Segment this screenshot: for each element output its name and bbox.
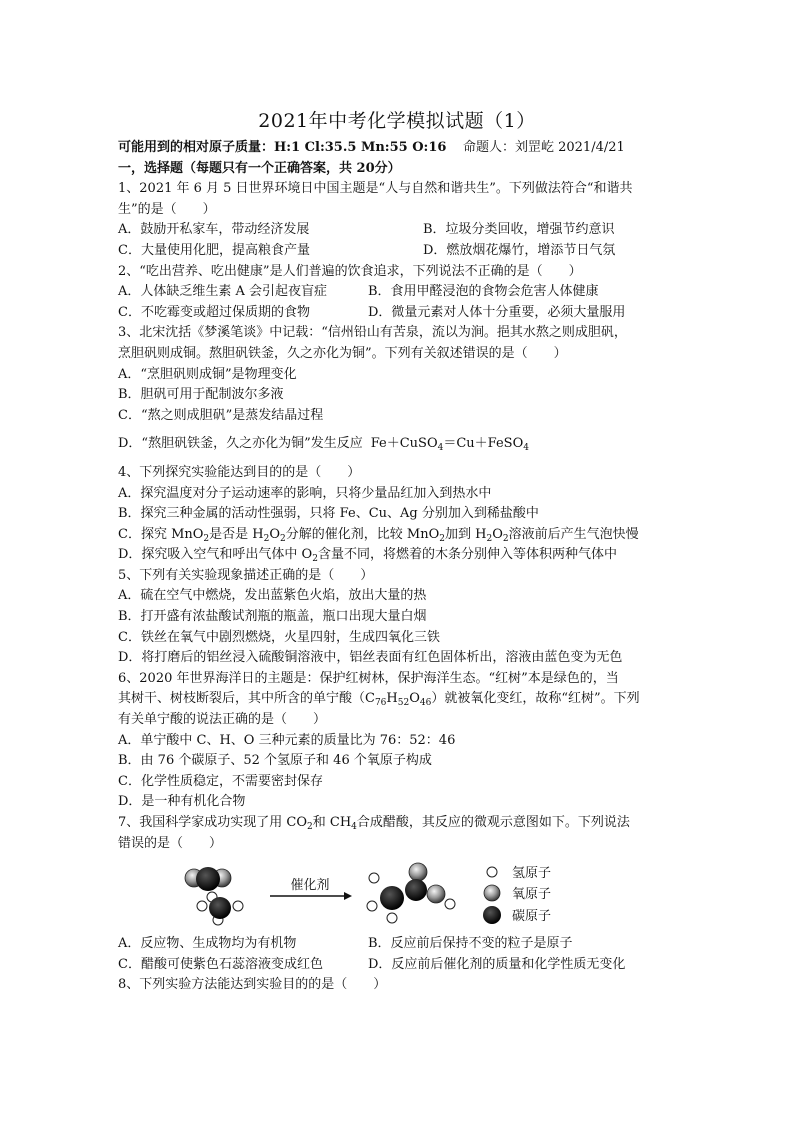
q3-stem-line1: 3、北宋沈括《梦溪笔谈》中记载：“信州铅山有苦泉，流以为涧。挹其水熬之则成胆矾， [118,325,627,341]
exam-content [118,138,678,996]
catalyst-label: 催化剂 [290,878,330,894]
q3-option-d [118,434,678,455]
sub: 52 [397,698,410,709]
eq-part: ＝Cu＋FeSO [443,436,524,452]
oxygen-atom [427,885,445,903]
sub: 2 [263,533,270,544]
author: 命题人：刘罡屹 [462,140,554,155]
hydrogen-atom [387,913,397,923]
q3-stem-line2: 烹胆矾则成铜。熬胆矾铁釜，久之亦化为铜”。下列有关叙述错误的是（ ） [118,345,567,361]
text-part: 其树干、树枝断裂后，其中所含的单宁酸（C [118,691,375,707]
ch4-molecule [197,892,243,925]
text-part: H [386,691,398,707]
q6-stem-line1: 6、2020 年世界海洋日的主题是：保护红树林，保护海洋生态。“红树”本是绿色的，当 [118,670,619,686]
date: 2021/4/21 [558,140,625,155]
q2-option-b: B．食用甲醛浸泡的食物会危害人体健康 [368,284,599,300]
q6-option-a: A．单宁酸中 C、H、O 三种元素的质量比为 76：52：46 [118,732,456,748]
atom-legend [483,866,551,924]
q6-stem-line3: 有关单宁酸的说法正确的是（ ） [118,712,327,728]
carbon-atom [405,879,427,901]
q7-option-c: C．醋酸可使紫色石蕊溶液变成红色 [118,956,323,972]
sub: 2 [312,554,318,565]
hydrogen-legend-icon [487,867,497,877]
q1-options-row1 [118,220,678,241]
legend-carbon-label: 碳原子 [512,909,552,925]
acetic-acid-molecule [367,863,455,923]
eq-sub: 4 [437,443,444,454]
sub: 2 [439,533,445,544]
carbon-atom [209,897,231,919]
text-part: 7、我国科学家成功实现了用 CO [118,815,308,830]
text-part: 是否是 H [209,526,264,542]
carbon-atom [380,886,404,910]
atomic-mass-values: H:1 Cl:35.5 Mn:55 O:16 [274,140,447,155]
reaction-diagram [118,862,678,928]
q1-option-d: D．燃放烟花爆竹，增添节日气氛 [423,242,616,258]
page-title: 2021年中考化学模拟试题（1） [258,110,536,132]
q8-stem: 8、下列实验方法能达到实验目的的是（ ） [118,977,387,993]
q2-options-row1 [118,282,678,303]
carbon-legend-icon [483,906,501,924]
q5-option-d: D．将打磨后的铝丝浸入硫酸铜溶液中，铝丝表面有红色固体析出，溶液由蓝色变为无色 [118,650,623,666]
text-part: C．探究 MnO [118,526,204,542]
text-part: 分解的催化剂，比较 MnO [285,526,440,542]
q1-option-c: C．大量使用化肥，提高粮食产量 [118,242,310,258]
q7-options-row1 [118,934,678,955]
q4-stem: 4、下列探究实验能达到目的的是（ ） [118,464,361,480]
atomic-mass-label: 可能用到的相对原子质量： [118,140,275,155]
sub: 46 [419,698,432,709]
text-part: 加到 H [445,526,487,542]
text-part: O [409,691,420,707]
q3-equation [370,436,529,454]
q7-option-d: D．反应前后催化剂的质量和化学性质无变化 [368,956,626,972]
legend-hydrogen-label: 氢原子 [512,866,552,882]
q3-option-a: A．“烹胆矾则成铜”是物理变化 [118,366,297,382]
hydrogen-atom [233,901,243,911]
q5-option-b: B．打开盛有浓盐酸试剂瓶的瓶盖，瓶口出现大量白烟 [118,609,427,625]
q4-option-a: A．探究温度对分子运动速率的影响，只将少量品红加入到热水中 [118,485,492,501]
hydrogen-atom [197,901,207,911]
q6-option-d: D．是一种有机化合物 [118,794,246,810]
hydrogen-atom [445,899,455,909]
q7-option-b: B．反应前后保持不变的粒子是原子 [368,936,573,952]
q6-option-c: C．化学性质稳定，不需要密封保存 [118,773,323,789]
q2-option-c: C．不吃霉变或超过保质期的食物 [118,304,310,320]
text-part: 和 CH [312,815,352,830]
q4-option-c [118,525,678,546]
sub: 2 [502,533,509,544]
q6-option-b: B．由 76 个碳原子、52 个氢原子和 46 个氧原子构成 [118,753,432,769]
q3-option-c: C．“熬之则成胆矾”是蒸发结晶过程 [118,407,324,423]
q7-stem-line1 [118,813,678,834]
text-part: 含量不同，将燃着的木条分别伸入等体积两种气体中 [317,547,617,563]
q5-stem: 5、下列有关实验现象描述正确的是（ ） [118,567,374,583]
q3-option-b: B．胆矾可用于配制波尔多液 [118,387,284,403]
eq-part: Fe＋CuSO [370,436,438,452]
text-part: O [269,526,281,542]
sub: 2 [203,533,210,544]
q7-options-row2 [118,955,678,976]
sub: 2 [486,533,493,544]
q2-stem: 2、“吃出营养、吃出健康”是人们普遍的饮食追求，下列说法不正确的是（ ） [118,263,582,279]
q4-option-d [118,545,678,566]
carbon-atom [196,867,220,891]
hydrogen-atom [367,901,377,911]
text-part: 溶液前后产生气泡快慢 [508,526,639,542]
q5-option-a: A．硫在空气中燃烧，发出蓝紫色火焰，放出大量的热 [118,588,427,604]
q2-options-row2 [118,303,678,324]
text-part: 合成醋酸，其反应的微观示意图如下。下列说法 [356,815,630,830]
q1-options-row2 [118,241,678,262]
q1-option-b: B．垃圾分类回收，增强节约意识 [423,222,615,238]
oxygen-atom [409,863,427,881]
text-part: D．探究吸入空气和呼出气体中 O [118,547,313,563]
q6-stem-line2 [118,689,678,710]
sub: 2 [280,533,286,544]
q1-stem-line1: 1、2021 年 6 月 5 日世界环境日中国主题是“人与自然和谐共生”。下列做法符合“和谐共 [118,181,633,197]
text-part: O [492,526,503,542]
reaction-diagram-svg [178,862,598,928]
text-part: ）就被氧化变红，故称“红树”。下列 [431,691,640,707]
legend-oxygen-label: 氧原子 [512,887,552,903]
q3-option-d-text: D．“熬胆矾铁釜，久之亦化为铜”发生反应 [118,436,363,452]
q4-option-b: B．探究三种金属的活动性强弱，只将 Fe、Cu、Ag 分别加入到稀盐酸中 [118,506,539,522]
header-line [118,138,678,159]
q2-option-d: D．微量元素对人体十分重要，必须大量服用 [368,304,626,320]
eq-sub: 4 [523,443,529,454]
q1-stem-line2: 生”的是（ ） [118,201,216,217]
co2-molecule [185,867,231,891]
q5-option-c: C．铁丝在氧气中剧烈燃烧，火星四射，生成四氧化三铁 [118,629,440,645]
q2-option-a: A．人体缺乏维生素 A 会引起夜盲症 [118,284,328,300]
q7-option-a: A．反应物、生成物均为有机物 [118,936,297,952]
oxygen-legend-icon [484,885,500,901]
reaction-arrow [270,877,352,900]
q1-option-a: A．鼓励开私家车，带动经济发展 [118,222,310,238]
hydrogen-atom [369,873,379,883]
sub: 2 [307,822,313,832]
sub: 4 [351,822,357,832]
sub: 76 [374,698,387,709]
section-heading: 一，选择题（每题只有一个正确答案，共 20分） [118,160,401,176]
q7-stem-line2: 错误的是（ ） [118,835,223,851]
